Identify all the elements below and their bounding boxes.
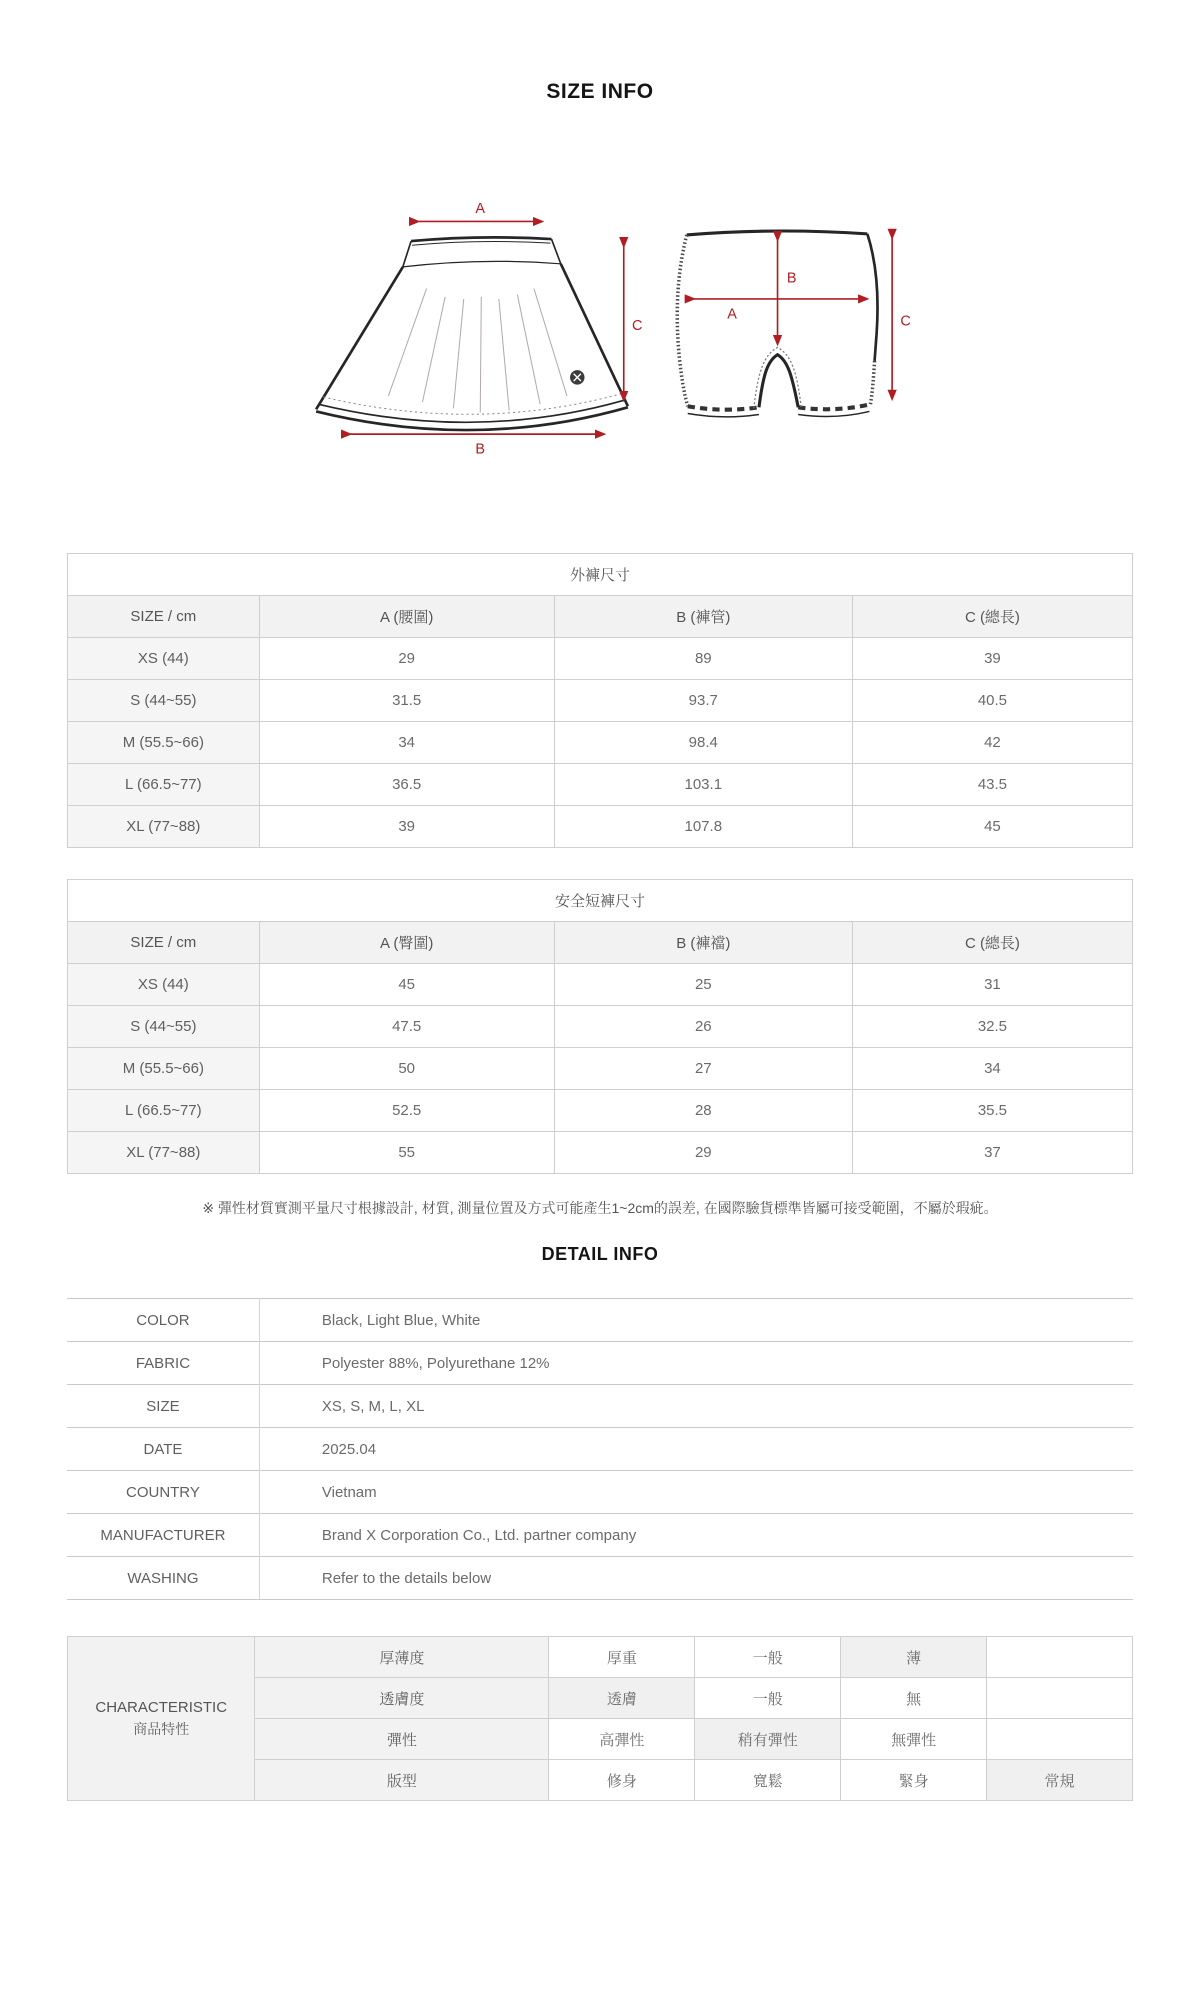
detail-value-cell: Refer to the details below bbox=[259, 1557, 1133, 1600]
measurement-value-cell: 45 bbox=[259, 964, 554, 1006]
size-label-cell: XS (44) bbox=[68, 638, 260, 680]
characteristic-header-cell bbox=[68, 1637, 255, 1801]
detail-label-cell: WASHING bbox=[67, 1557, 259, 1600]
detail-row bbox=[67, 1299, 1133, 1342]
detail-row bbox=[67, 1385, 1133, 1428]
detail-info-table bbox=[67, 1298, 1133, 1600]
size-label-cell: L (66.5~77) bbox=[68, 1090, 260, 1132]
detail-label-cell: DATE bbox=[67, 1428, 259, 1471]
measurement-value-cell: 25 bbox=[554, 964, 852, 1006]
measurement-value-cell: 45 bbox=[852, 806, 1132, 848]
size-label-cell: S (44~55) bbox=[68, 680, 260, 722]
detail-label-cell: MANUFACTURER bbox=[67, 1514, 259, 1557]
measurement-value-cell: 42 bbox=[852, 722, 1132, 764]
size-label-cell: M (55.5~66) bbox=[68, 722, 260, 764]
size-table-row bbox=[68, 1006, 1133, 1048]
measurement-value-cell: 50 bbox=[259, 1048, 554, 1090]
attribute-option-cell: 一般 bbox=[695, 1678, 841, 1719]
detail-value-cell: 2025.04 bbox=[259, 1428, 1133, 1471]
size-table-row bbox=[68, 1132, 1133, 1174]
size-label-cell: XS (44) bbox=[68, 964, 260, 1006]
detail-value-cell: XS, S, M, L, XL bbox=[259, 1385, 1133, 1428]
size-table-row bbox=[68, 1090, 1133, 1132]
attribute-option-cell bbox=[987, 1637, 1133, 1678]
table-header-row bbox=[68, 922, 1133, 964]
safety-table-title: 安全短褲尺寸 bbox=[68, 880, 1133, 922]
size-label-cell: M (55.5~66) bbox=[68, 1048, 260, 1090]
measurement-value-cell: 37 bbox=[852, 1132, 1132, 1174]
size-table-row bbox=[68, 806, 1133, 848]
brand-logo-button-icon bbox=[570, 370, 584, 384]
size-diagram bbox=[67, 142, 1133, 467]
characteristic-row bbox=[68, 1637, 1133, 1678]
column-header: B (褲管) bbox=[554, 596, 852, 638]
size-label-cell: L (66.5~77) bbox=[68, 764, 260, 806]
safety-shorts-table bbox=[67, 879, 1133, 1174]
detail-row bbox=[67, 1514, 1133, 1557]
size-label-cell: S (44~55) bbox=[68, 1006, 260, 1048]
shorts-label-a: A bbox=[727, 306, 737, 323]
measurement-tolerance-note: ※ 彈性材質實測平量尺寸根據設計, 材質, 測量位置及方式可能產生1~2cm的誤差, 在國際驗貨標準皆屬可接受範圍，不屬於瑕疵。 bbox=[202, 1200, 998, 1216]
measurement-value-cell: 43.5 bbox=[852, 764, 1132, 806]
attribute-option-cell: 修身 bbox=[549, 1760, 695, 1801]
size-info-page bbox=[67, 0, 1133, 1801]
measurement-value-cell: 52.5 bbox=[259, 1090, 554, 1132]
measurement-value-cell: 47.5 bbox=[259, 1006, 554, 1048]
table-header-row bbox=[68, 596, 1133, 638]
attribute-name-cell: 彈性 bbox=[255, 1719, 549, 1760]
measurement-value-cell: 28 bbox=[554, 1090, 852, 1132]
column-header: SIZE / cm bbox=[68, 596, 260, 638]
characteristic-header-zh: 商品特性 bbox=[133, 1721, 190, 1738]
measurement-value-cell: 27 bbox=[554, 1048, 852, 1090]
detail-row bbox=[67, 1557, 1133, 1600]
detail-label-cell: FABRIC bbox=[67, 1342, 259, 1385]
attribute-option-cell: 無彈性 bbox=[841, 1719, 987, 1760]
measurement-value-cell: 34 bbox=[852, 1048, 1132, 1090]
measurement-value-cell: 36.5 bbox=[259, 764, 554, 806]
measurement-value-cell: 34 bbox=[259, 722, 554, 764]
measurement-value-cell: 31 bbox=[852, 964, 1132, 1006]
table-title-row bbox=[68, 554, 1133, 596]
attribute-option-cell: 無 bbox=[841, 1678, 987, 1719]
detail-value-cell: Brand X Corporation Co., Ltd. partner company bbox=[259, 1514, 1133, 1557]
attribute-option-cell: 一般 bbox=[695, 1637, 841, 1678]
shorts-label-c: C bbox=[900, 313, 911, 330]
size-table-row bbox=[68, 638, 1133, 680]
column-header: A (臀圍) bbox=[259, 922, 554, 964]
column-header: A (腰圍) bbox=[259, 596, 554, 638]
measurement-value-cell: 98.4 bbox=[554, 722, 852, 764]
size-table-row bbox=[68, 680, 1133, 722]
attribute-option-cell: 厚重 bbox=[549, 1637, 695, 1678]
measurement-value-cell: 93.7 bbox=[554, 680, 852, 722]
characteristic-header-en: CHARACTERISTIC bbox=[95, 1698, 228, 1716]
detail-row bbox=[67, 1428, 1133, 1471]
attribute-name-cell: 厚薄度 bbox=[255, 1637, 549, 1678]
measurement-value-cell: 35.5 bbox=[852, 1090, 1132, 1132]
attribute-option-cell: 寬鬆 bbox=[695, 1760, 841, 1801]
attribute-option-cell bbox=[987, 1678, 1133, 1719]
size-label-cell: XL (77~88) bbox=[68, 1132, 260, 1174]
measurement-value-cell: 29 bbox=[259, 638, 554, 680]
attribute-option-cell: 薄 bbox=[841, 1637, 987, 1678]
size-table-row bbox=[68, 764, 1133, 806]
attribute-option-cell: 常規 bbox=[987, 1760, 1133, 1801]
column-header: B (褲襠) bbox=[554, 922, 852, 964]
skirt-label-b: B bbox=[475, 441, 486, 458]
skirt-label-c: C bbox=[632, 317, 643, 334]
detail-label-cell: COLOR bbox=[67, 1299, 259, 1342]
detail-info-title: DETAIL INFO bbox=[541, 1244, 659, 1264]
measurement-value-cell: 26 bbox=[554, 1006, 852, 1048]
garment-measurement-illustration bbox=[260, 142, 940, 462]
detail-value-cell: Vietnam bbox=[259, 1471, 1133, 1514]
attribute-option-cell: 高彈性 bbox=[549, 1719, 695, 1760]
attribute-option-cell: 透膚 bbox=[549, 1678, 695, 1719]
size-table-row bbox=[68, 722, 1133, 764]
attribute-option-cell: 稍有彈性 bbox=[695, 1719, 841, 1760]
attribute-option-cell bbox=[987, 1719, 1133, 1760]
column-header: SIZE / cm bbox=[68, 922, 260, 964]
detail-value-cell: Polyester 88%, Polyurethane 12% bbox=[259, 1342, 1133, 1385]
measurement-value-cell: 55 bbox=[259, 1132, 554, 1174]
size-label-cell: XL (77~88) bbox=[68, 806, 260, 848]
measurement-value-cell: 40.5 bbox=[852, 680, 1132, 722]
measurement-value-cell: 31.5 bbox=[259, 680, 554, 722]
size-table-row bbox=[68, 1048, 1133, 1090]
measurement-value-cell: 107.8 bbox=[554, 806, 852, 848]
size-info-title: SIZE INFO bbox=[546, 80, 654, 103]
detail-label-cell: SIZE bbox=[67, 1385, 259, 1428]
skirt-sketch bbox=[316, 237, 628, 430]
measurement-value-cell: 32.5 bbox=[852, 1006, 1132, 1048]
skirt-label-a: A bbox=[475, 201, 486, 218]
size-table-row bbox=[68, 964, 1133, 1006]
detail-row bbox=[67, 1471, 1133, 1514]
outer-table-title: 外褲尺寸 bbox=[68, 554, 1133, 596]
measurement-value-cell: 103.1 bbox=[554, 764, 852, 806]
measurement-value-cell: 39 bbox=[852, 638, 1132, 680]
detail-label-cell: COUNTRY bbox=[67, 1471, 259, 1514]
detail-value-cell: Black, Light Blue, White bbox=[259, 1299, 1133, 1342]
attribute-option-cell: 緊身 bbox=[841, 1760, 987, 1801]
attribute-name-cell: 版型 bbox=[255, 1760, 549, 1801]
table-title-row bbox=[68, 880, 1133, 922]
characteristic-table bbox=[67, 1636, 1133, 1801]
measurement-value-cell: 89 bbox=[554, 638, 852, 680]
detail-row bbox=[67, 1342, 1133, 1385]
column-header: C (總長) bbox=[852, 596, 1132, 638]
measurement-value-cell: 29 bbox=[554, 1132, 852, 1174]
attribute-name-cell: 透膚度 bbox=[255, 1678, 549, 1719]
column-header: C (總長) bbox=[852, 922, 1132, 964]
outer-size-table bbox=[67, 553, 1133, 848]
measurement-value-cell: 39 bbox=[259, 806, 554, 848]
shorts-label-b: B bbox=[786, 270, 797, 287]
